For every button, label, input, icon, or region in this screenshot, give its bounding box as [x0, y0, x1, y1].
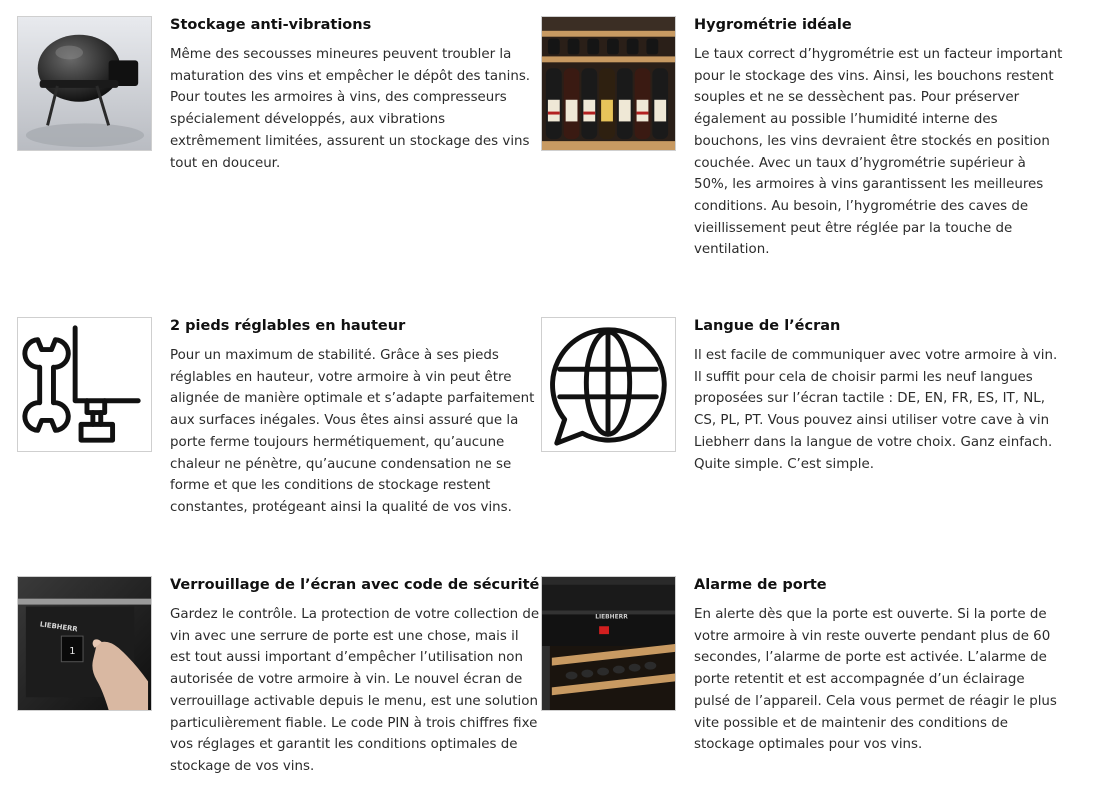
feature-title: Verrouillage de l’écran avec code de sécurité — [170, 577, 540, 593]
door-alarm-icon — [542, 577, 675, 710]
wine-rack-icon — [542, 17, 675, 150]
feature-description: Même des secousses mineures peuvent troubler la maturation des vins et empêcher le dépôt des tanins. Pour toutes les armoires à vins, des compresseurs spécialement développés, aux vibrations extrêmement limitées, assurent un stockage des vins tout en douceur. — [170, 47, 531, 171]
display-digit: 1 — [69, 645, 76, 657]
feature-title: 2 pieds réglables en hauteur — [170, 318, 406, 334]
feature-title: Stockage anti-vibrations — [170, 17, 372, 33]
display-lock-icon — [18, 577, 151, 710]
feature-title: Langue de l’écran — [694, 318, 841, 334]
feature-description: En alerte dès que la porte est ouverte. Si la porte de votre armoire à vin reste ouverte pendant plus de 60 secondes, l’alarme de porte est activée. L’alarme de porte retentit et est accompagnée d’un éclairage pulsé de l’appareil. Cela vous permet de réagir le plus vite possible et de maintenir des conditions de stockage optimales pour vos vins. — [694, 607, 1057, 753]
door-alarm-image — [541, 576, 676, 711]
globe-speech-icon — [542, 318, 675, 451]
compressor-image — [17, 16, 152, 151]
display-language-image — [541, 317, 676, 452]
feature-title: Hygrométrie idéale — [694, 17, 852, 33]
feature-title: Alarme de porte — [694, 577, 827, 593]
feature-description: Gardez le contrôle. La protection de votre collection de vin avec une serrure de porte est une chose, mais il est tout aussi important d’empêcher l’utilisation non autorisée de votre armoire à vin. Le nouvel écran de verrouillage activable depuis le menu, est une solution particulièrement fiable. Le code PIN à trois chiffres fixe vos réglages et garantit les conditions optimales de stockage de vos vins. — [170, 607, 540, 774]
display-lock-image — [17, 576, 152, 711]
wrench-foot-icon — [18, 318, 151, 451]
feature-description: Le taux correct d’hygrométrie est un facteur important pour le stockage des vins. Ainsi, les bouchons restent souples et ne se dessèchent pas. Pour préserver également au possible l’humidité interne des bouchons, les vins devraient être stockés en position couchée. Avec un taux d’hygrométrie supérieur à 50%, les armoires à vins garantissent les meilleures conditions. Au besoin, l’hygrométrie des caves de vieillissement peut être réglée par la touche de ventilation. — [694, 47, 1063, 258]
brand-label: LIEBHERR — [39, 620, 79, 634]
feature-description: Il est facile de communiquer avec votre armoire à vin. Il suffit pour cela de choisir parmi les neuf langues proposées sur l’écran tactile : DE, EN, FR, ES, IT, NL, CS, PL, PT. Vous pouvez ainsi utiliser votre cave à vin Liebherr dans la langue de votre choix. Ganz einfach. Quite simple. C’est simple. — [694, 348, 1058, 472]
feature-description: Pour un maximum de stabilité. Grâce à ses pieds réglables en hauteur, votre armoire à vin peut être alignée de manière optimale et s’adapte parfaitement aux surfaces inégales. Vous êtes ainsi assuré que la porte ferme toujours hermétiquement, qu’aucune chaleur ne pénètre, qu’aucune condensation ne se forme et que les conditions de stockage restent constantes, protégeant ainsi la qualité de vos vins. — [170, 348, 535, 515]
adjustable-feet-image — [17, 317, 152, 452]
brand-label: LIEBHERR — [595, 614, 628, 621]
wine-bottles-image — [541, 16, 676, 151]
compressor-icon — [18, 17, 151, 150]
